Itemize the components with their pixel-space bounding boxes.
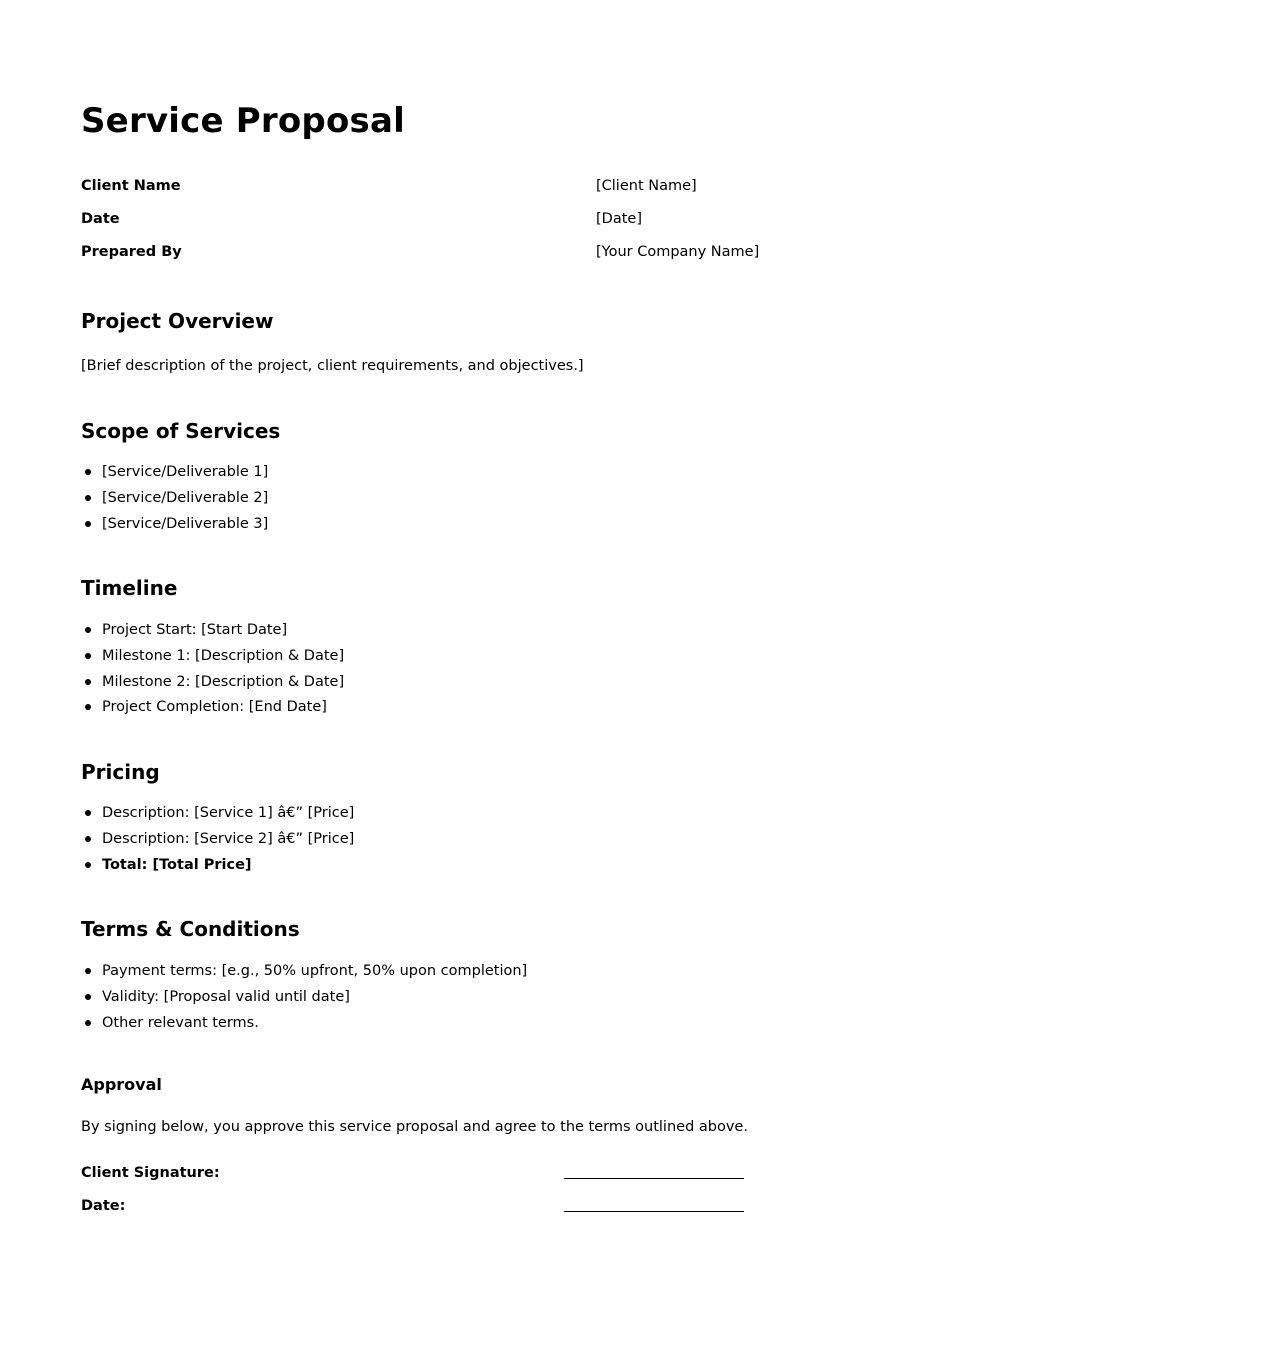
signature-date-row [81,1195,781,1217]
info-row-date [81,208,1081,230]
client-signature-label: Client Signature: [81,1165,220,1181]
list-item: [Service/Deliverable 3] [81,513,268,539]
scope-list [81,461,268,538]
list-item: [Service/Deliverable 2] [81,487,268,513]
list-item: Project Completion: [End Date] [81,696,344,722]
date-line [564,1211,744,1212]
section-heading-timeline: Timeline [81,576,178,600]
section-heading-pricing: Pricing [81,760,160,784]
signature-date-label: Date: [81,1198,126,1214]
list-item: Project Start: [Start Date] [81,619,344,645]
info-value: [Your Company Name] [596,244,760,260]
info-row-client-name [81,175,1081,197]
client-signature-row [81,1162,781,1184]
list-item: Description: [Service 1] â€” [Price] [81,802,354,828]
info-value: [Client Name] [596,178,697,194]
section-heading-scope: Scope of Services [81,419,281,443]
list-item: Description: [Service 2] â€” [Price] [81,828,354,854]
section-heading-overview: Project Overview [81,309,274,333]
info-label: Date [81,211,120,227]
info-label: Prepared By [81,244,182,260]
timeline-list [81,619,344,722]
overview-text: [Brief description of the project, client requirements, and objectives.] [81,358,584,374]
list-item: Other relevant terms. [81,1012,527,1038]
page-title: Service Proposal [81,101,405,141]
list-item: Milestone 2: [Description & Date] [81,671,344,697]
approval-text: By signing below, you approve this service proposal and agree to the terms outlined above. [81,1119,748,1135]
list-item: Payment terms: [e.g., 50% upfront, 50% upon completion] [81,960,527,986]
list-item-total: Total: [Total Price] [81,854,354,880]
list-item: [Service/Deliverable 1] [81,461,268,487]
pricing-list [81,802,354,879]
info-label: Client Name [81,178,181,194]
list-item: Milestone 1: [Description & Date] [81,645,344,671]
signature-line [564,1178,744,1179]
info-row-prepared-by [81,241,1081,263]
info-value: [Date] [596,211,642,227]
terms-list [81,960,527,1037]
section-heading-terms: Terms & Conditions [81,917,300,941]
list-item: Validity: [Proposal valid until date] [81,986,527,1012]
section-heading-approval: Approval [81,1075,162,1094]
